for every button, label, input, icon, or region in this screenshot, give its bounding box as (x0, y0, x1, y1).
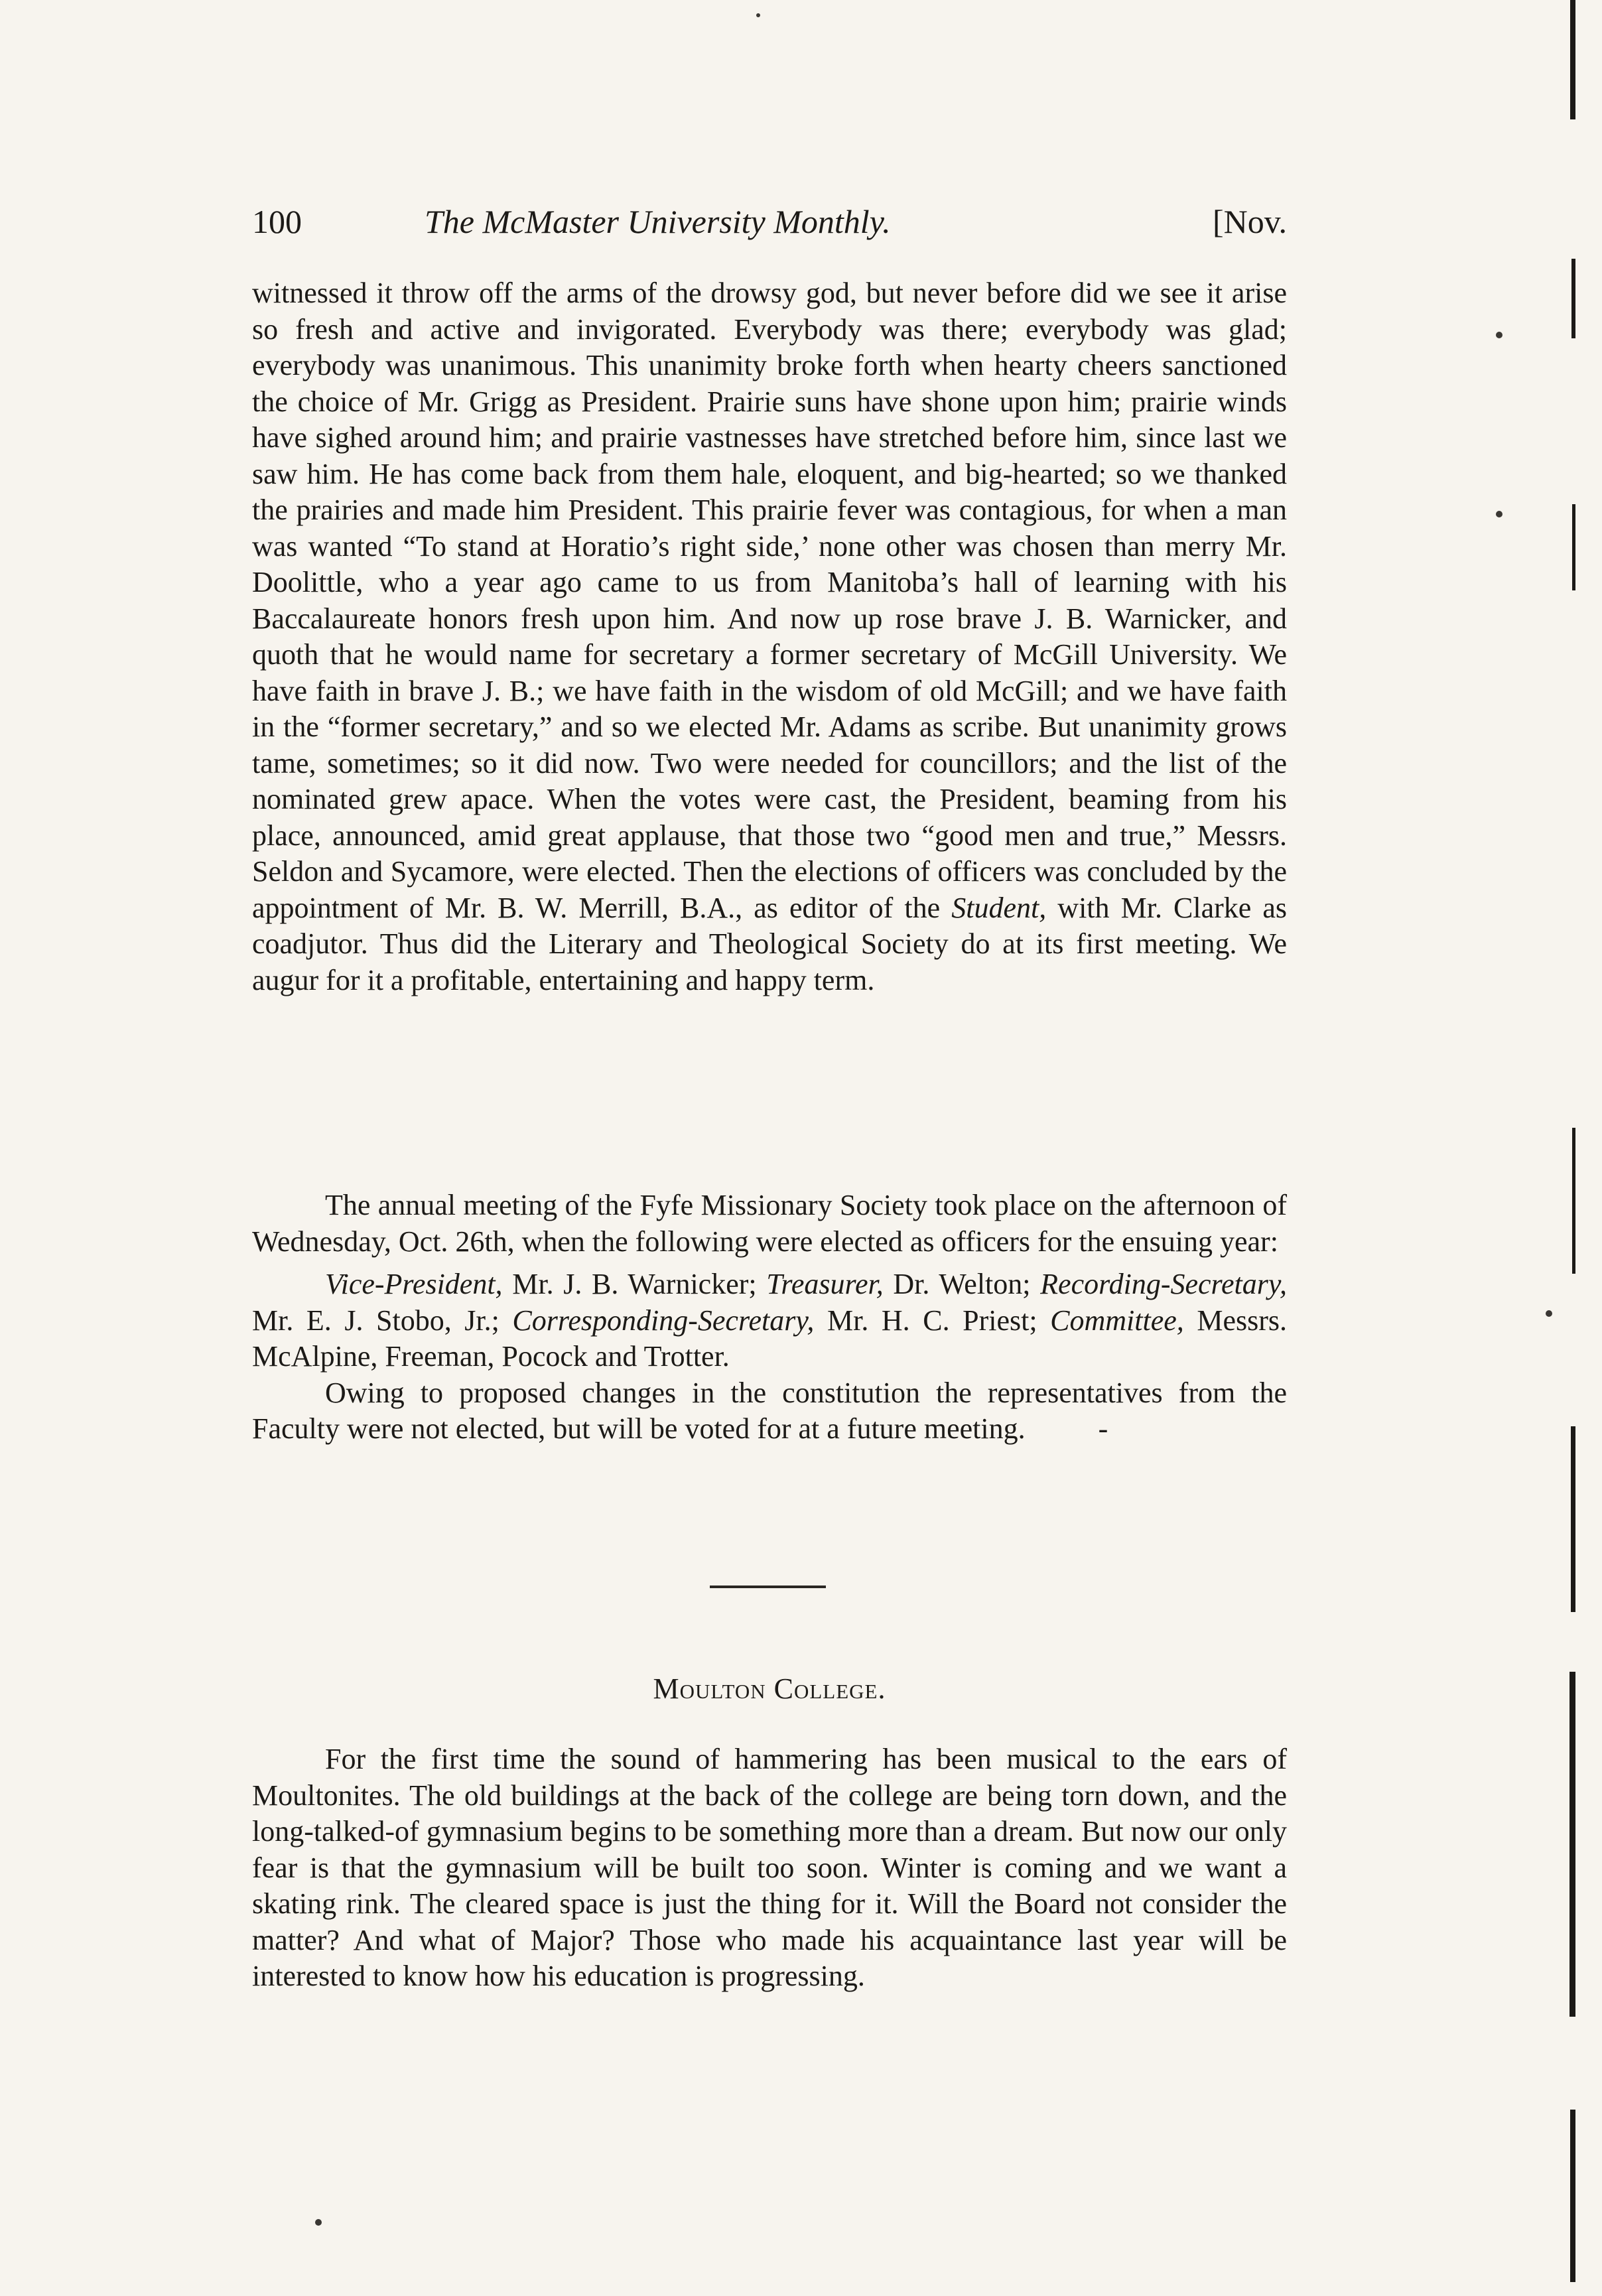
section-divider (710, 1586, 826, 1588)
binding-edge-mark (1569, 1672, 1575, 2017)
vice-president-name: Mr. J. B. Warnicker; (512, 1268, 757, 1300)
page-number: 100 (252, 203, 302, 240)
scan-speck (1546, 1310, 1552, 1317)
corresponding-secretary-role: Corresponding-Secretary, (512, 1304, 815, 1337)
literary-society-section (252, 275, 1287, 998)
committee-role: Committee, (1050, 1304, 1184, 1337)
recording-secretary-role: Recording-Secretary, (1040, 1268, 1288, 1300)
issue-month: [Nov. (1212, 203, 1287, 240)
binding-edge-mark (1572, 1128, 1575, 1274)
vice-president-role: Vice-President, (325, 1268, 503, 1300)
student-title: Student, (951, 891, 1047, 924)
binding-edge-mark (1571, 259, 1575, 338)
scan-speck (1496, 332, 1502, 338)
moulton-college-heading: Moulton College. (653, 1672, 886, 1705)
paragraph-text-end: with Mr. Clarke as coadjutor. Thus did the Literary and Theological Society do at its first meeting. We augur for it a profitable, entertaining and happy term. (252, 891, 1288, 996)
literary-society-paragraph (252, 275, 1287, 998)
binding-edge-mark (1570, 0, 1575, 119)
paragraph-text: witnessed it throw off the arms of the drowsy god, but never before did we see it arise so fresh and active and invigorated. Everybody was there; everybody was glad; everybody was unanimous. This unanimity broke forth when hearty cheers sanctioned the choice of Mr. Grigg as President. Prairie suns have shone upon him; prairie winds have sighed around him; and prairie vastnesses have stretched before him, since last we saw him. He has come back from them hale, eloquent, and big-hearted; so we thanked the prairies and made him President. This prairie fever was contagious, for when a man was wanted “To stand at Horatio’s right side,’ none other was chosen than merry Mr. Doolittle, who a year ago came to us from Manitoba’s hall of learning with his Baccalaureate honors fresh upon him. And now up rose brave J. B. Warnicker, and quoth that he would name for secretary a former secretary of McGill University. We have faith in brave J. B.; we have faith in the wisdom of old McGill; and we have faith in the “former secretary,” and so we elected Mr. Adams as scribe. But unanimity grows tame, sometimes; so it did now. Two were needed for councillors; and the list of the nominated grew apace. When the votes were cast, the President, beaming from his place, announced, amid great applause, that those two “good men and true,” Messrs. Seldon and Sycamore, were elected. Then the elections of officers was concluded by the appointment of Mr. B. W. Merrill, B.A., as editor of the (252, 277, 1287, 924)
moulton-college-section (252, 1741, 1287, 1995)
treasurer-role: Treasurer, (766, 1268, 884, 1300)
binding-edge-mark (1571, 1426, 1575, 1612)
scan-speck (756, 13, 760, 17)
fyfe-meeting-paragraph: The annual meeting of the Fyfe Missionary Society took place on the afternoon of Wednesday, Oct. 26th, when the following were elected as officers for the ensuing year: (252, 1189, 1287, 1258)
moulton-college-paragraph: For the first time the sound of hammering has been musical to the ears of Moultonites. The old buildings at the back of the college are being torn down, and the long-talked-of gymnasium begins to be something more than a dream. But now our only fear is that the gymnasium will be built too soon. Winter is coming and we want a skating rink. The cleared space is just the thing for it. Will the Board not consider the matter? And what of Major? Those who made his acquaintance last year will be interested to know how his education is progressing. (252, 1743, 1287, 1992)
recording-secretary-name: Mr. E. J. Stobo, Jr.; (252, 1304, 500, 1337)
binding-edge-mark (1572, 504, 1575, 590)
fyfe-missionary-section (252, 1187, 1287, 1448)
officers-list (252, 1266, 1287, 1375)
treasurer-name: Dr. Welton; (893, 1268, 1031, 1300)
stray-dash: - (1098, 1412, 1108, 1445)
scan-speck (1496, 511, 1502, 517)
constitution-paragraph (252, 1375, 1287, 1448)
constitution-text: Owing to proposed changes in the constitution the representatives from the Faculty were not elected, but will be voted for at a future meeting. (252, 1376, 1287, 1445)
running-header (252, 202, 1287, 262)
committee-names: Messrs. McAlpine, Freeman, Pocock and Trotter. (252, 1304, 1288, 1373)
corresponding-secretary-name: Mr. H. C. Priest; (827, 1304, 1037, 1337)
journal-title: The McMaster University Monthly. (425, 203, 891, 240)
scan-speck (315, 2219, 322, 2226)
binding-edge-mark (1570, 2110, 1575, 2282)
